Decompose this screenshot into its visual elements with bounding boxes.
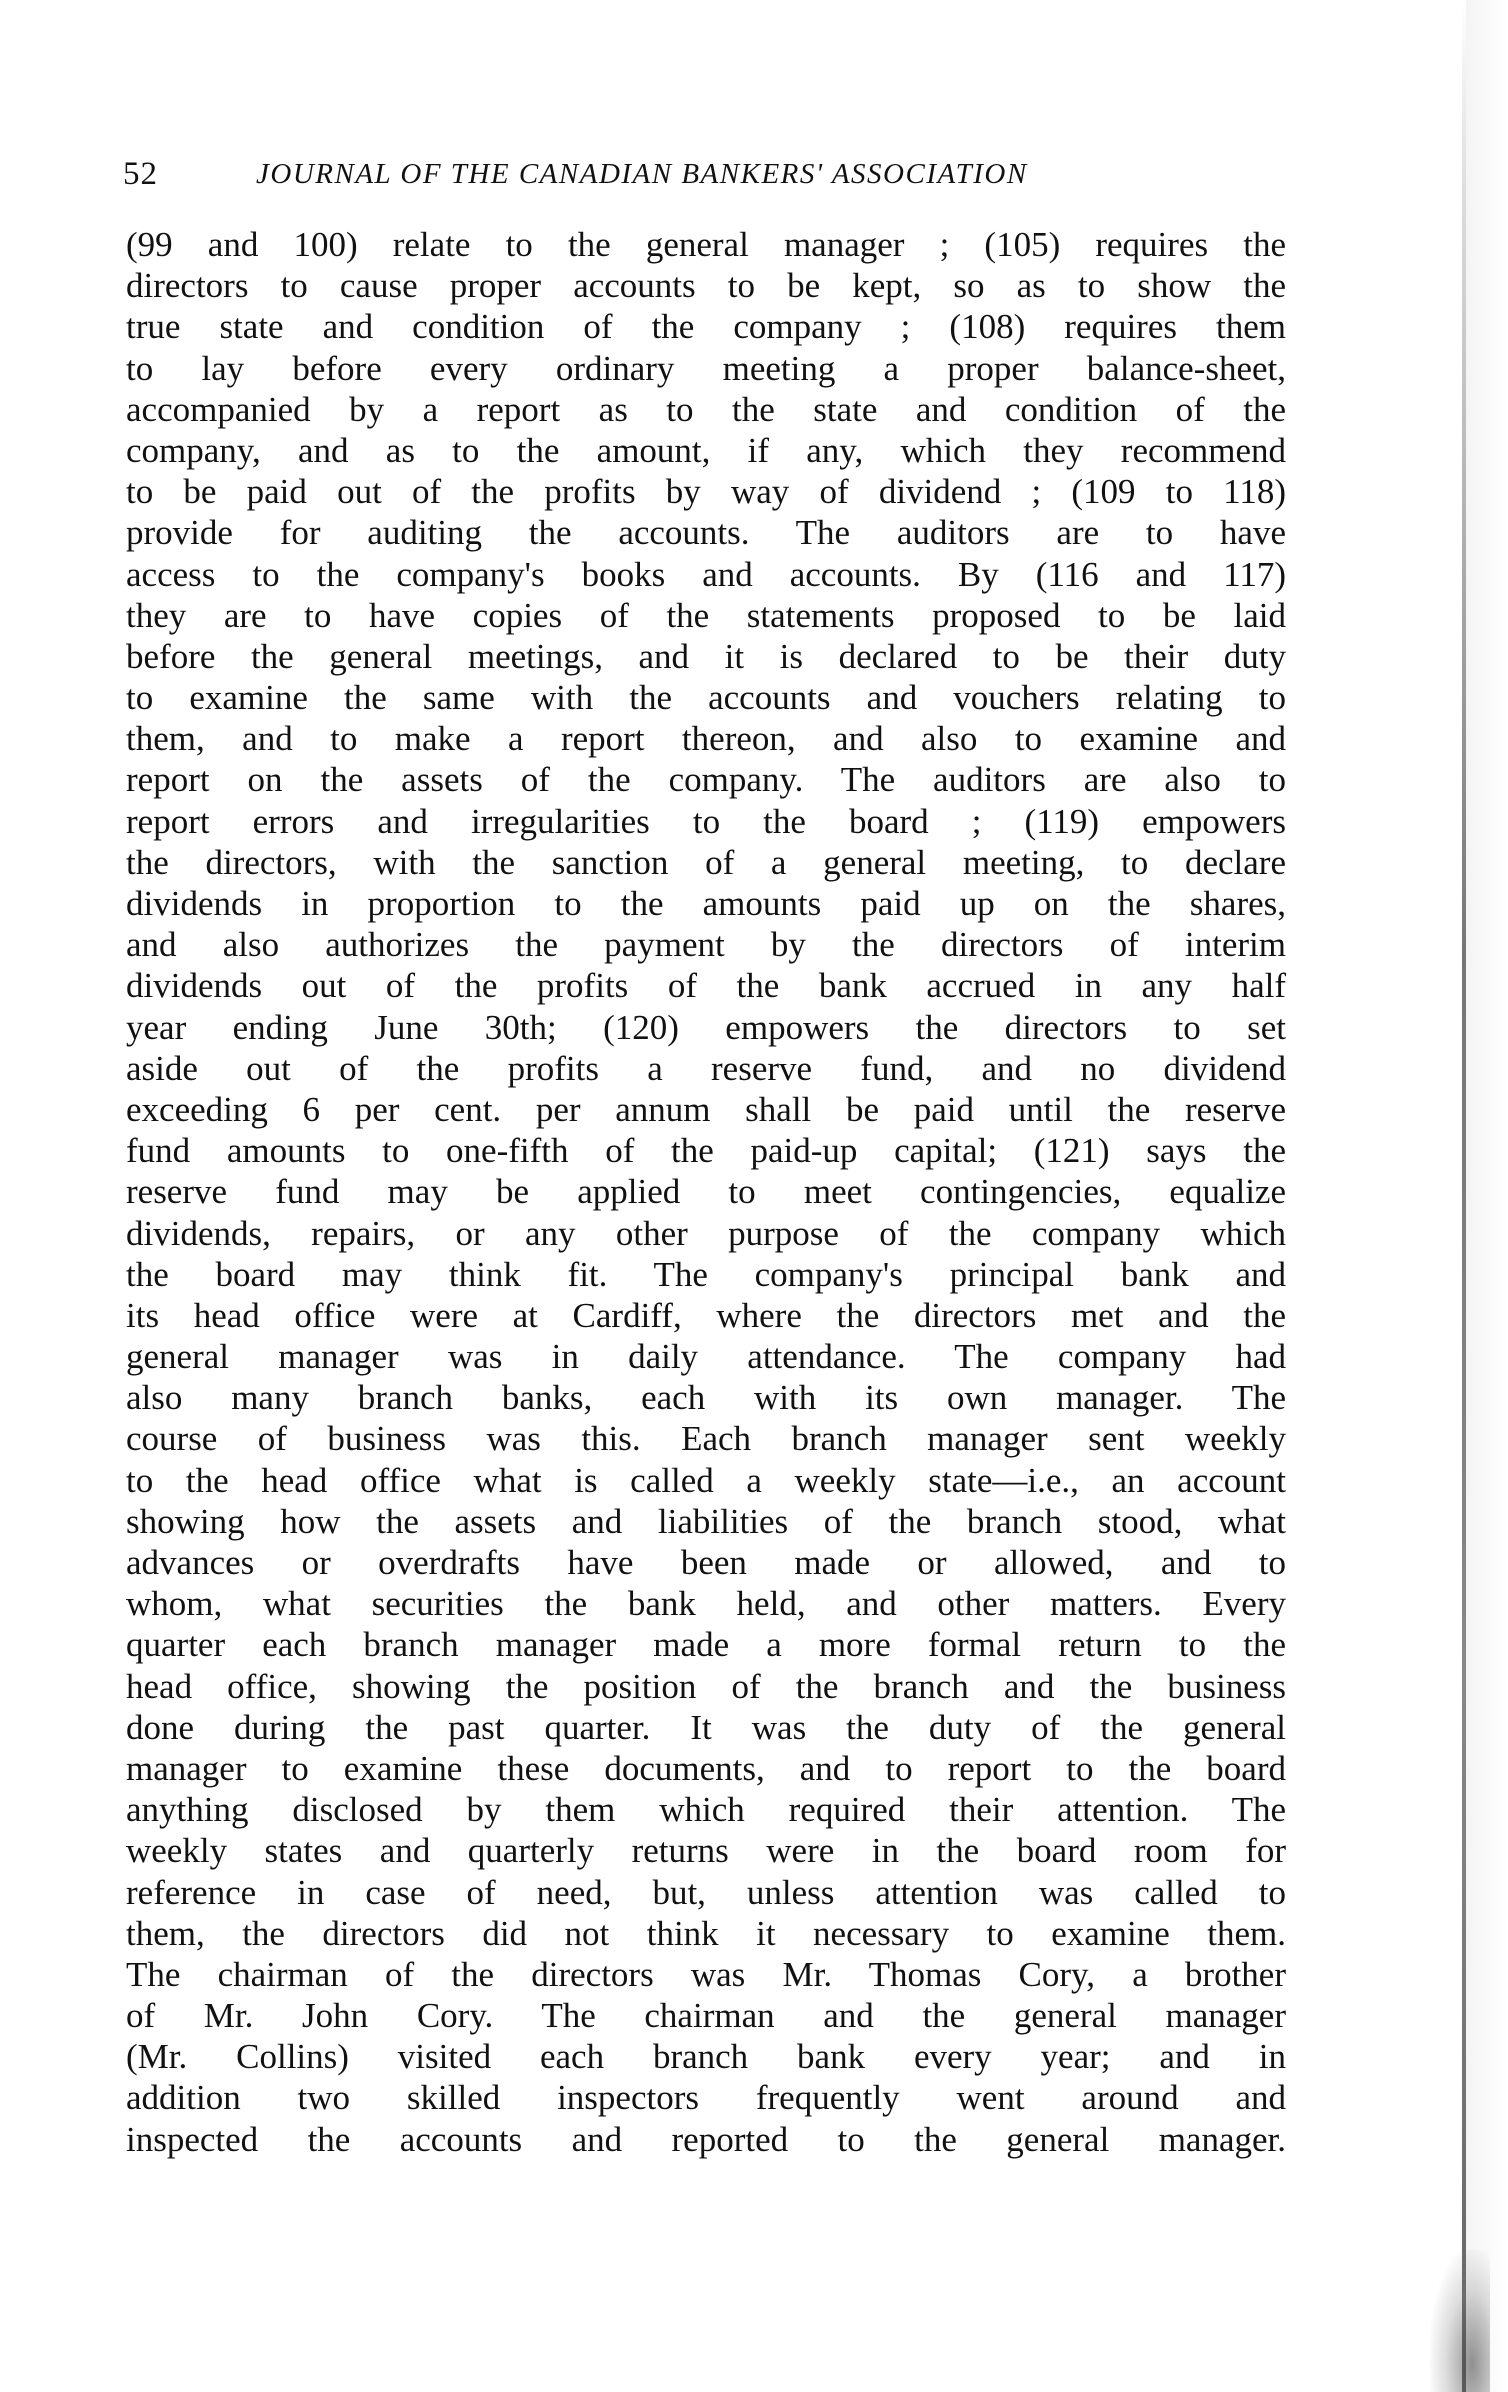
page-number: 52 <box>123 156 158 192</box>
text-line: true state and condition of the company ; (108) requires them <box>126 307 1286 347</box>
text-line: head office, showing the position of the branch and the business <box>126 1666 1286 1706</box>
text-line: whom, what securities the bank held, and other matters. Every <box>126 1584 1286 1624</box>
text-line: them, and to make a report thereon, and also to examine and <box>126 719 1286 759</box>
text-line: anything disclosed by them which required their attention. The <box>126 1790 1286 1830</box>
text-line: inspected the accounts and reported to the general manager. <box>126 2119 1286 2159</box>
text-line: them, the directors did not think it necessary to examine them. <box>126 1913 1286 1953</box>
text-line: (99 and 100) relate to the general manager ; (105) requires the <box>126 225 1286 264</box>
text-line: showing how the assets and liabilities of the branch stood, what <box>126 1501 1286 1541</box>
text-line: directors to cause proper accounts to be kept, so as to show the <box>126 266 1286 306</box>
text-line: reserve fund may be applied to meet contingencies, equalize <box>126 1172 1286 1212</box>
text-line: and also authorizes the payment by the directors of interim <box>126 925 1286 965</box>
text-line: accompanied by a report as to the state and condition of the <box>126 389 1286 429</box>
text-line: manager to examine these documents, and to report to the board <box>126 1748 1286 1788</box>
text-line: report on the assets of the company. The auditors are also to <box>126 760 1286 800</box>
text-line: access to the company's books and accounts. By (116 and 117) <box>126 554 1286 594</box>
running-head <box>123 150 1283 198</box>
text-line: weekly states and quarterly returns were in the board room for <box>126 1831 1286 1871</box>
text-line: dividends in proportion to the amounts paid up on the shares, <box>126 884 1286 923</box>
text-line: general manager was in daily attendance. The company had <box>126 1337 1286 1377</box>
binding-shadow <box>1466 0 1508 2392</box>
text-line: the directors, with the sanction of a general meeting, to declare <box>126 842 1286 882</box>
text-line: provide for auditing the accounts. The auditors are to have <box>126 513 1286 553</box>
text-line: to be paid out of the profits by way of dividend ; (109 to 118) <box>126 472 1286 512</box>
text-line: dividends, repairs, or any other purpose of the company which <box>126 1213 1286 1253</box>
text-line: year ending June 30th; (120) empowers the directors to set <box>126 1007 1286 1047</box>
binding-corner-smudge <box>1430 2250 1490 2392</box>
text-line: they are to have copies of the statements proposed to be laid <box>126 595 1286 635</box>
text-line: to examine the same with the accounts and vouchers relating to <box>126 678 1286 718</box>
text-line: reference in case of need, but, unless attention was called to <box>126 1872 1286 1912</box>
text-line: also many branch banks, each with its own manager. The <box>126 1378 1286 1418</box>
text-line: dividends out of the profits of the bank accrued in any half <box>126 966 1286 1006</box>
text-line: to lay before every ordinary meeting a proper balance-sheet, <box>126 348 1286 388</box>
text-line: addition two skilled inspectors frequently went around and <box>126 2078 1286 2118</box>
text-line: aside out of the profits a reserve fund, and no dividend <box>126 1048 1286 1088</box>
journal-title: JOURNAL OF THE CANADIAN BANKERS' ASSOCIATION <box>256 158 1028 190</box>
text-line: the board may think fit. The company's principal bank and <box>126 1254 1286 1294</box>
text-line: The chairman of the directors was Mr. Thomas Cory, a brother <box>126 1954 1286 1994</box>
text-line: course of business was this. Each branch manager sent weekly <box>126 1419 1286 1459</box>
text-line: advances or overdrafts have been made or allowed, and to <box>126 1543 1286 1582</box>
text-line: fund amounts to one-fifth of the paid-up capital; (121) says the <box>126 1131 1286 1171</box>
binding-edge <box>1462 0 1466 2392</box>
text-line: its head office were at Cardiff, where the directors met and the <box>126 1295 1286 1335</box>
text-line: company, and as to the amount, if any, which they recommend <box>126 430 1286 470</box>
text-line: of Mr. John Cory. The chairman and the general manager <box>126 1996 1286 2036</box>
text-line: before the general meetings, and it is declared to be their duty <box>126 636 1286 676</box>
text-line: report errors and irregularities to the board ; (119) empowers <box>126 801 1286 841</box>
body-text <box>126 224 1286 2160</box>
text-line: quarter each branch manager made a more formal return to the <box>126 1625 1286 1665</box>
text-line: to the head office what is called a weekly state—i.e., an account <box>126 1460 1286 1500</box>
text-line: exceeding 6 per cent. per annum shall be paid until the reserve <box>126 1089 1286 1129</box>
text-line: done during the past quarter. It was the duty of the general <box>126 1707 1286 1747</box>
text-line: (Mr. Collins) visited each branch bank every year; and in <box>126 2037 1286 2077</box>
